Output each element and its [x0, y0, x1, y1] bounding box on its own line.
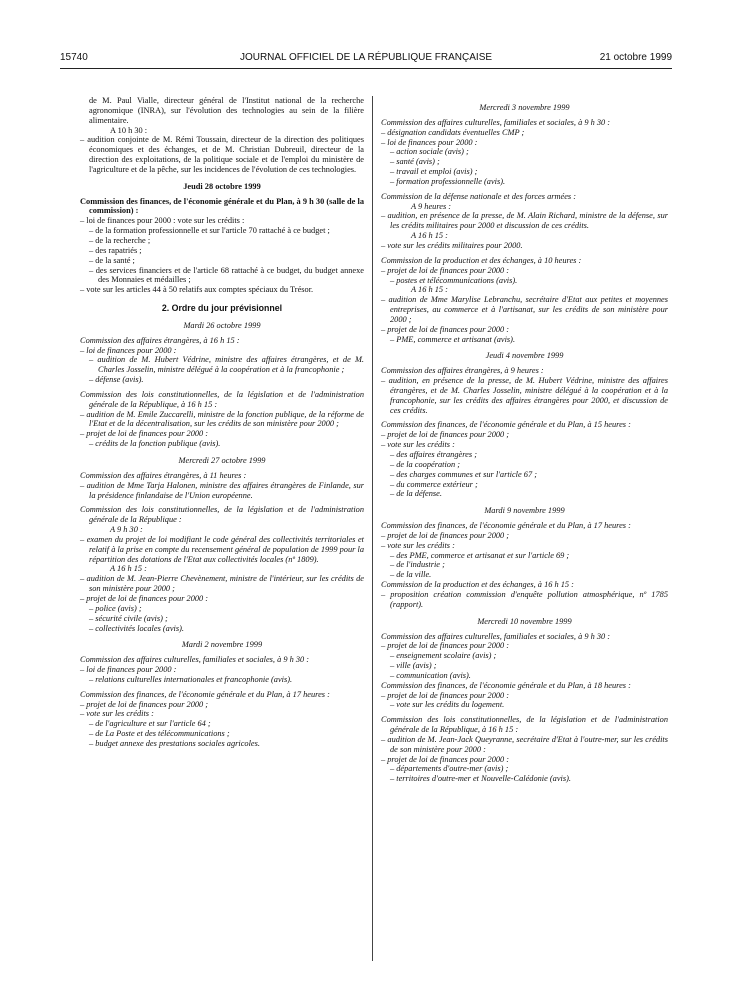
- header-rule: [60, 68, 672, 69]
- agenda-item: – de l'industrie ;: [390, 560, 445, 570]
- agenda-item: – police (avis) ;: [89, 603, 142, 613]
- commission-heading: Commission des affaires étrangères, à 11 heures :: [80, 470, 247, 480]
- commission-heading: Commission des affaires culturelles, familiales et sociales, à 9 h 30 :: [80, 655, 310, 665]
- commission-heading: Commission des finances, de l'économie générale et du Plan, à 15 heures :: [381, 420, 631, 430]
- right-column: [381, 96, 668, 784]
- agenda-item: – projet de loi de finances pour 2000 :: [80, 593, 209, 603]
- agenda-item: – projet de loi de finances pour 2000 ;: [381, 430, 510, 440]
- time-label: A 9 heures :: [411, 201, 452, 211]
- agenda-item: – postes et télécommunications (avis).: [390, 275, 518, 285]
- date-heading: Mercredi 27 octobre 1999: [178, 456, 266, 465]
- agenda-item: – des services financiers et de l'article 68 rattaché à ce budget, du budget annexe des Monnaies et médailles ;: [89, 265, 364, 285]
- commission-heading: Commission de la production et des échanges, à 10 heures :: [381, 255, 582, 265]
- agenda-item: – vote sur les crédits du logement.: [390, 700, 505, 710]
- agenda-item: – des charges communes et sur l'article 67 ;: [390, 469, 538, 479]
- time-label: A 9 h 30 :: [110, 525, 143, 535]
- agenda-item: – vote sur les crédits :: [381, 540, 455, 550]
- agenda-item: – budget annexe des prestations sociales agricoles.: [89, 738, 260, 748]
- agenda-item: – projet de loi de finances pour 2000 ;: [381, 530, 510, 540]
- commission-heading: Commission des affaires étrangères, à 9 heures :: [381, 366, 544, 376]
- page-number: 15740: [60, 52, 88, 63]
- agenda-item: – PME, commerce et artisanat (avis).: [390, 334, 516, 344]
- agenda-item: – projet de loi de finances pour 2000 :: [381, 641, 510, 651]
- commission-heading: Commission des lois constitutionnelles, de la législation et de l'administration générale de la République, à 16 h 15 :: [80, 389, 364, 409]
- agenda-item: – crédits de la fonction publique (avis).: [89, 439, 221, 449]
- agenda-item: – projet de loi de finances pour 2000 :: [381, 265, 510, 275]
- date-heading: Mercredi 10 novembre 1999: [477, 616, 572, 626]
- section-heading: 2. Ordre du jour prévisionnel: [161, 303, 283, 314]
- agenda-item: – audition de M. Jean-Pierre Chevènement, ministre de l'intérieur, sur les crédits de son ministère pour 2000 ;: [80, 574, 364, 594]
- issue-date: 21 octobre 1999: [599, 52, 672, 63]
- agenda-item: – de la santé ;: [89, 255, 135, 265]
- agenda-item: – de la recherche ;: [89, 235, 151, 245]
- agenda-item: – audition de M. Hubert Védrine, ministre des affaires étrangères, et de M. Charles Josselin, ministre délégué à la coopération et à la francophonie ;: [89, 355, 364, 375]
- commission-heading: Commission des lois constitutionnelles, de la législation et de l'administration générale de la République :: [80, 505, 364, 525]
- agenda-item: – vote sur les crédits militaires pour 2000.: [381, 240, 523, 250]
- agenda-item: – audition de Mme Tarja Halonen, ministre des affaires étrangères de Finlande, sur la présidence finlandaise de l'Union européenne.: [80, 480, 364, 500]
- agenda-item: – audition de M. Jean-Jack Queyranne, secrétaire d'Etat à l'outre-mer, sur les crédits de son ministère pour 2000 :: [381, 734, 668, 754]
- agenda-item: – du commerce extérieur ;: [390, 479, 478, 489]
- agenda-item: – projet de loi de finances pour 2000 :: [381, 690, 510, 700]
- agenda-item: – projet de loi de finances pour 2000 :: [80, 429, 209, 439]
- time-label: A 16 h 15 :: [110, 564, 147, 574]
- commission-heading: Commission des affaires étrangères, à 16 h 15 :: [80, 335, 240, 345]
- agenda-item: – des PME, commerce et artisanat et sur l'article 69 ;: [390, 550, 570, 560]
- agenda-item: – vote sur les crédits :: [80, 709, 154, 719]
- agenda-item: – loi de finances pour 2000 :: [80, 665, 177, 675]
- page-header: [60, 52, 672, 66]
- agenda-item: – des affaires étrangères ;: [390, 450, 477, 459]
- commission-heading: Commission des finances, de l'économie générale et du Plan, à 18 heures :: [381, 680, 631, 690]
- time-label: A 16 h 15 :: [411, 231, 448, 241]
- agenda-item: – loi de finances pour 2000 :: [80, 345, 177, 355]
- agenda-item: – loi de finances pour 2000 :: [381, 137, 478, 147]
- date-heading: Mardi 2 novembre 1999: [181, 640, 263, 650]
- agenda-item: – santé (avis) ;: [390, 157, 440, 167]
- date-heading: Mardi 26 octobre 1999: [183, 320, 261, 330]
- column-divider: [372, 96, 373, 961]
- agenda-item: – territoires d'outre-mer et Nouvelle-Calédonie (avis).: [390, 774, 571, 784]
- agenda-item: – défense (avis).: [89, 375, 144, 385]
- agenda-item: – audition, en présence de la presse, de M. Hubert Védrine, ministre des affaires étrangères, et de M. Charles Josselin, ministre délégué à la coopération et à la francophonie, sur les crédits des affaires étrangères pour 2000, et discussion de ces crédits.: [381, 376, 668, 415]
- agenda-item: – projet de loi de finances pour 2000 :: [381, 754, 510, 764]
- agenda-item: – audition de Mme Marylise Lebranchu, secrétaire d'Etat aux petites et moyennes entreprises, au commerce et à l'artisanat, sur les crédits de son ministère pour 2000 ;: [381, 295, 668, 324]
- paragraph: de M. Paul Vialle, directeur général de l'Institut national de la recherche agronomique (INRA), sur l'évolution des technologies au sein de la filière alimentaire.: [89, 96, 364, 125]
- agenda-item: – loi de finances pour 2000 : vote sur les crédits :: [80, 216, 245, 226]
- commission-heading: Commission des lois constitutionnelles, de la législation et de l'administration générale de la République, à 16 h 15 :: [381, 715, 668, 735]
- agenda-item: – ville (avis) ;: [390, 661, 437, 671]
- agenda-item: – sécurité civile (avis) ;: [89, 613, 168, 623]
- journal-title: JOURNAL OFFICIEL DE LA RÉPUBLIQUE FRANÇAISE: [239, 52, 493, 63]
- commission-heading: Commission de la production et des échanges, à 16 h 15 :: [381, 580, 574, 590]
- agenda-item: – travail et emploi (avis) ;: [390, 167, 478, 177]
- left-column: [80, 96, 364, 749]
- agenda-item: – projet de loi de finances pour 2000 ;: [80, 699, 209, 709]
- time-label: A 16 h 15 :: [411, 285, 448, 295]
- agenda-item: – vote sur les crédits :: [381, 440, 455, 450]
- commission-heading: Commission des affaires culturelles, familiales et sociales, à 9 h 30 :: [381, 631, 611, 641]
- agenda-item: – de la formation professionnelle et sur l'article 70 rattaché à ce budget ;: [89, 226, 330, 236]
- agenda-item: – examen du projet de loi modifiant le code général des collectivités territoriales et relatif à la prise en compte du recensement général de population de 1999 pour la répartition des dotations de l'Etat aux collectivités locales (nº 1809).: [80, 534, 364, 564]
- agenda-item: – de la coopération ;: [390, 459, 460, 469]
- commission-heading: Commission de la défense nationale et des forces armées :: [381, 191, 577, 201]
- agenda-item: – de l'agriculture et sur l'article 64 ;: [89, 719, 211, 729]
- agenda-item: – proposition création commission d'enquête pollution atmosphérique, nº 1785 (rapport).: [381, 589, 668, 609]
- agenda-item: – de La Poste et des télécommunications ;: [89, 729, 230, 739]
- agenda-item: – de la défense.: [390, 489, 442, 499]
- agenda-item: – audition de M. Emile Zuccarelli, ministre de la fonction publique, de la réforme de l'Etat et de la décentralisation, sur les crédits de son ministère pour 2000 ;: [80, 409, 364, 429]
- agenda-item: – départements d'outre-mer (avis) ;: [390, 764, 509, 774]
- commission-heading: Commission des affaires culturelles, familiales et sociales, à 9 h 30 :: [381, 117, 611, 127]
- agenda-item: – communication (avis).: [390, 670, 471, 680]
- agenda-item: – vote sur les articles 44 à 50 relatifs aux comptes spéciaux du Trésor.: [80, 285, 314, 295]
- time-label: A 10 h 30 :: [110, 125, 148, 135]
- commission-heading: Commission des finances, de l'économie générale et du Plan, à 9 h 30 (salle de la commission) :: [80, 196, 364, 216]
- agenda-item: – action sociale (avis) ;: [390, 147, 469, 157]
- commission-heading: Commission des finances, de l'économie générale et du Plan, à 17 heures :: [381, 521, 631, 531]
- agenda-item: – audition, en présence de la presse, de M. Alain Richard, ministre de la défense, sur les crédits militaires pour 2000 et discussion de ces crédits.: [381, 211, 668, 231]
- agenda-item: – projet de loi de finances pour 2000 :: [381, 324, 510, 334]
- agenda-item: – collectivités locales (avis).: [89, 623, 184, 633]
- date-heading: Mardi 9 novembre 1999: [484, 506, 565, 516]
- agenda-item: – des rapatriés ;: [89, 245, 142, 255]
- date-heading: Mercredi 3 novembre 1999: [479, 103, 570, 112]
- agenda-item: – de la ville.: [390, 570, 432, 580]
- agenda-item: – désignation candidats éventuelles CMP ;: [381, 127, 525, 137]
- date-heading: Jeudi 4 novembre 1999: [485, 351, 564, 361]
- date-heading: Jeudi 28 octobre 1999: [183, 181, 261, 191]
- agenda-item: – audition conjointe de M. Rémi Toussain, directeur de la direction des politiques économiques et des échanges, et de M. Christian Dubreuil, directeur de la direction des exploitations, de la politique sociale et de l'emploi du ministère de l'agriculture et de la pêche, sur les incidences de l'évolution de ces technologies.: [80, 135, 364, 174]
- agenda-item: – relations culturelles internationales et francophonie (avis).: [89, 674, 293, 684]
- agenda-item: – enseignement scolaire (avis) ;: [390, 651, 497, 661]
- agenda-item: – formation professionnelle (avis).: [390, 176, 506, 186]
- commission-heading: Commission des finances, de l'économie générale et du Plan, à 17 heures :: [80, 689, 330, 699]
